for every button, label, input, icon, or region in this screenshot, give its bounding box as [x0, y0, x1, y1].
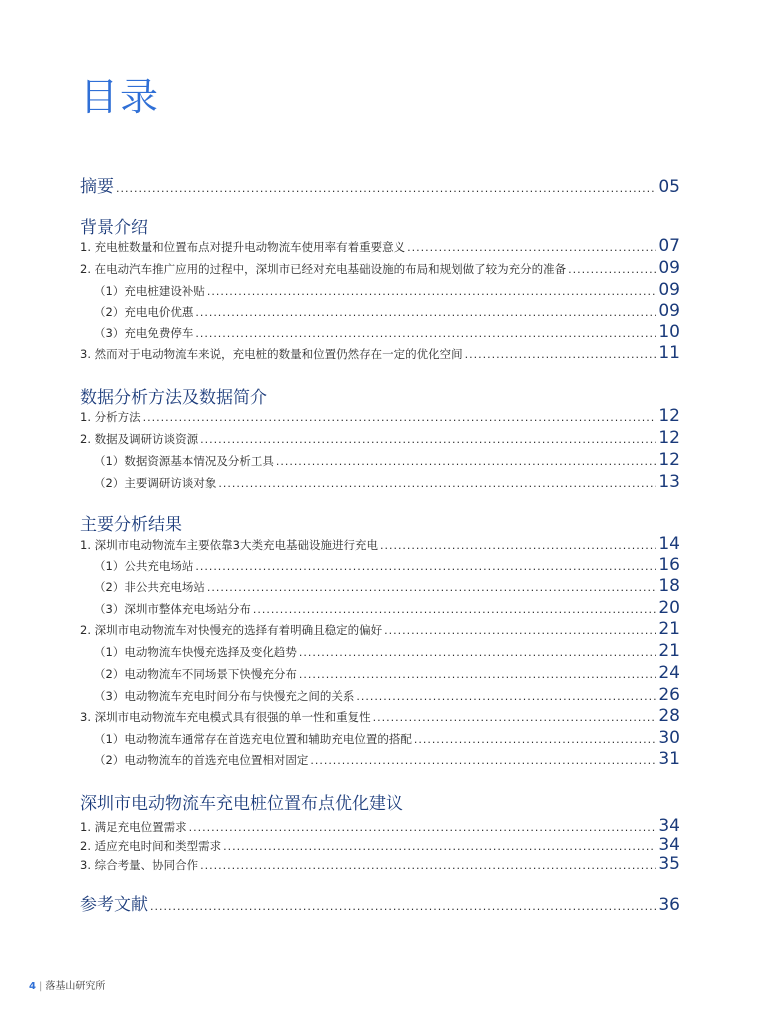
toc-entry[interactable] — [80, 576, 680, 596]
page-number: 4 — [29, 981, 36, 992]
toc-entry[interactable] — [80, 728, 680, 748]
toc-entry-page: 21 — [658, 641, 680, 661]
toc-entry-page: 24 — [658, 663, 680, 683]
leader-dots — [195, 560, 656, 573]
leader-dots — [384, 624, 656, 637]
leader-dots — [356, 690, 656, 703]
toc-entry-page: 05 — [658, 177, 680, 197]
toc-entry-page: 26 — [658, 685, 680, 705]
toc-entry-page: 12 — [658, 406, 680, 426]
page-title: 目录 — [80, 75, 161, 119]
toc-entry[interactable] — [80, 854, 680, 874]
toc-entry-label: 3. 深圳市电动物流车充电模式具有很强的单一性和重复性 — [80, 710, 371, 724]
leader-dots — [299, 668, 657, 681]
toc-entry-label: 参考文献 — [80, 895, 148, 915]
leader-dots — [195, 306, 656, 319]
toc-entry-label: （1）电动物流车通常存在首选充电位置和辅助充电位置的搭配 — [94, 732, 412, 746]
toc-entry-label: 2. 适应充电时间和类型需求 — [80, 839, 222, 853]
page-footer — [29, 977, 105, 992]
leader-dots — [218, 477, 656, 490]
table-of-contents — [80, 0, 680, 1024]
leader-dots — [143, 411, 657, 424]
toc-entry[interactable] — [80, 406, 680, 426]
toc-entry-label: 1. 分析方法 — [80, 410, 141, 424]
section-heading: 主要分析结果 — [80, 515, 182, 535]
leader-dots — [380, 539, 656, 552]
toc-entry-page: 18 — [658, 576, 680, 596]
toc-entry[interactable] — [80, 450, 680, 470]
toc-entry-label: （2）充电电价优惠 — [94, 305, 194, 319]
toc-entry-label: （3）充电免费停车 — [94, 326, 194, 340]
leader-dots — [414, 733, 657, 746]
leader-dots — [200, 859, 656, 872]
toc-entry[interactable] — [80, 258, 680, 278]
toc-entry-page: 21 — [658, 619, 680, 639]
toc-entry-label: 2. 在电动汽车推广应用的过程中，深圳市已经对充电基础设施的布局和规划做了较为充分的准备 — [80, 262, 567, 276]
leader-dots — [223, 840, 656, 853]
toc-entry[interactable] — [80, 619, 680, 639]
toc-entry-label: 摘要 — [80, 177, 114, 197]
toc-entry-page: 36 — [658, 895, 680, 915]
toc-entry-label: （1）公共充电场站 — [94, 559, 194, 573]
toc-entry[interactable] — [80, 663, 680, 683]
leader-dots — [568, 263, 656, 276]
toc-entry[interactable] — [80, 236, 680, 256]
toc-entry-page: 11 — [658, 343, 680, 363]
toc-entry-label: （2）电动物流车的首选充电位置相对固定 — [94, 753, 309, 767]
leader-dots — [116, 182, 656, 195]
toc-entry-abstract[interactable] — [80, 172, 680, 197]
section-heading: 背景介绍 — [80, 218, 148, 238]
toc-entry[interactable] — [80, 322, 680, 342]
leader-dots — [189, 821, 657, 834]
toc-entry-references[interactable] — [80, 890, 680, 915]
toc-entry[interactable] — [80, 816, 680, 836]
toc-entry-label: （2）电动物流车不同场景下快慢充分布 — [94, 667, 297, 681]
toc-entry-label: （2）非公共充电场站 — [94, 580, 205, 594]
toc-entry[interactable] — [80, 598, 680, 618]
leader-dots — [200, 433, 656, 446]
toc-entry[interactable] — [80, 534, 680, 554]
leader-dots — [253, 603, 657, 616]
toc-entry-page: 09 — [658, 258, 680, 278]
toc-entry-page: 30 — [658, 728, 680, 748]
leader-dots — [407, 241, 656, 254]
footer-separator: | — [38, 981, 43, 992]
toc-entry[interactable] — [80, 301, 680, 321]
toc-entry[interactable] — [80, 685, 680, 705]
toc-entry-label: （2）主要调研访谈对象 — [94, 476, 217, 490]
toc-entry-label: （1）电动物流车快慢充选择及变化趋势 — [94, 645, 297, 659]
toc-entry[interactable] — [80, 835, 680, 855]
toc-entry-page: 34 — [658, 835, 680, 855]
toc-entry-page: 09 — [658, 301, 680, 321]
toc-entry-label: 1. 深圳市电动物流车主要依靠3大类充电基础设施进行充电 — [80, 538, 378, 552]
toc-entry-label: 3. 综合考量、协同合作 — [80, 858, 199, 872]
toc-entry[interactable] — [80, 343, 680, 363]
toc-entry-label: （1）数据资源基本情况及分析工具 — [94, 454, 274, 468]
toc-entry-page: 12 — [658, 428, 680, 448]
leader-dots — [195, 327, 656, 340]
toc-entry-page: 16 — [658, 555, 680, 575]
section-heading: 深圳市电动物流车充电桩位置布点优化建议 — [80, 794, 403, 814]
leader-dots — [310, 754, 656, 767]
toc-entry-page: 35 — [658, 854, 680, 874]
toc-entry-label: （3）电动物流车充电时间分布与快慢充之间的关系 — [94, 689, 355, 703]
toc-entry-label: 1. 充电桩数量和位置布点对提升电动物流车使用率有着重要意义 — [80, 240, 406, 254]
publisher-name: 落基山研究所 — [45, 981, 106, 992]
toc-entry[interactable] — [80, 555, 680, 575]
toc-entry-page: 07 — [658, 236, 680, 256]
toc-entry-page: 12 — [658, 450, 680, 470]
toc-entry-page: 14 — [658, 534, 680, 554]
toc-entry[interactable] — [80, 749, 680, 769]
leader-dots — [299, 646, 657, 659]
leader-dots — [373, 711, 657, 724]
toc-entry-label: （1）充电桩建设补贴 — [94, 284, 205, 298]
toc-entry-page: 20 — [658, 598, 680, 618]
toc-entry-page: 28 — [658, 706, 680, 726]
toc-entry[interactable] — [80, 641, 680, 661]
toc-entry-page: 09 — [658, 280, 680, 300]
toc-entry-page: 31 — [658, 749, 680, 769]
toc-entry-label: 3. 然而对于电动物流车来说，充电桩的数量和位置仍然存在一定的优化空间 — [80, 347, 463, 361]
leader-dots — [150, 900, 656, 913]
toc-entry-page: 10 — [658, 322, 680, 342]
toc-entry-page: 13 — [658, 472, 680, 492]
leader-dots — [207, 581, 657, 594]
toc-entry-page: 34 — [658, 816, 680, 836]
toc-entry[interactable] — [80, 706, 680, 726]
toc-entry[interactable] — [80, 472, 680, 492]
leader-dots — [465, 348, 657, 361]
toc-entry[interactable] — [80, 428, 680, 448]
toc-entry-label: （3）深圳市整体充电场站分布 — [94, 602, 251, 616]
toc-entry[interactable] — [80, 280, 680, 300]
toc-entry-label: 2. 数据及调研访谈资源 — [80, 432, 199, 446]
leader-dots — [207, 285, 657, 298]
toc-entry-label: 2. 深圳市电动物流车对快慢充的选择有着明确且稳定的偏好 — [80, 623, 383, 637]
section-heading: 数据分析方法及数据简介 — [80, 388, 267, 408]
toc-entry-label: 1. 满足充电位置需求 — [80, 820, 187, 834]
leader-dots — [276, 455, 657, 468]
